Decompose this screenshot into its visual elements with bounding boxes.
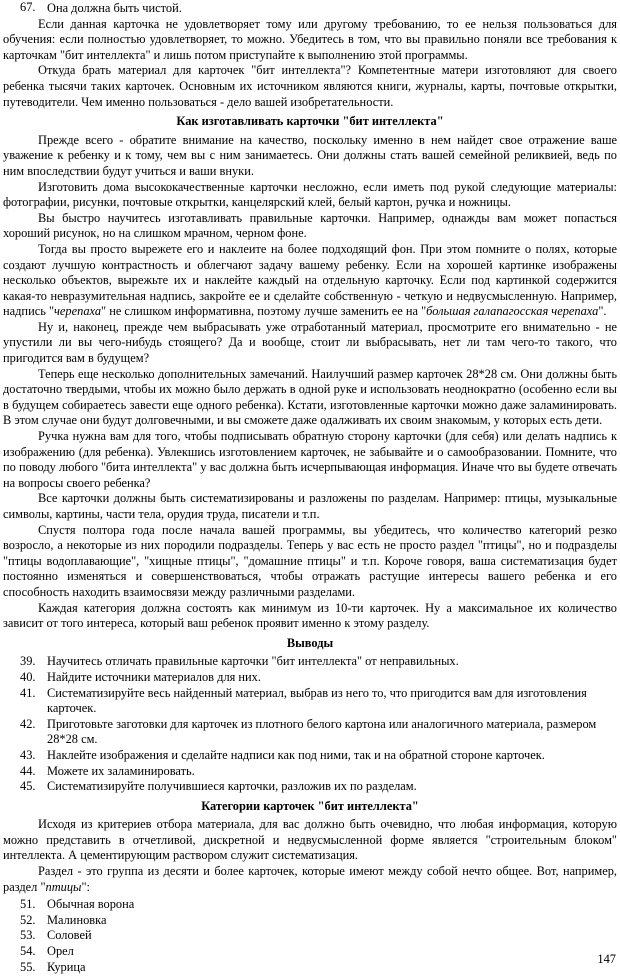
list-item <box>3 960 617 976</box>
list-item-text: Малиновка <box>47 912 107 927</box>
list-item <box>3 764 617 780</box>
paragraph: Откуда брать материал для карточек "бит интеллекта"? Компетентные матери изготовляют для своего ребенка тысячи таких карточек. Основным их источником являются книги, журналы, карты, почтовые открытки, путеводители. Чем именно пользоваться - дело вашей изобретательности. <box>3 63 617 109</box>
list-item <box>3 748 617 764</box>
list-item-text: Она должна быть чистой. <box>47 1 182 15</box>
paragraph-text: ". <box>598 304 607 319</box>
list-item-text: Приготовьте заготовки для карточек из плотного белого картона или аналогичного материала, размером 28*28 см. <box>47 716 597 747</box>
list-item-text: Найдите источники материалов для них. <box>47 669 261 684</box>
list-item-number: 39. <box>20 654 36 669</box>
paragraph-text: Раздел - это группа из десяти и более карточек, которые имеют между собой нечто общее. Вот, например, раздел " <box>3 864 617 894</box>
list-item-number: 54. <box>20 944 36 959</box>
section-heading: Как изготавливать карточки "бит интеллекта" <box>176 114 444 129</box>
list-item-number: 53. <box>20 928 36 943</box>
list-item <box>3 928 617 944</box>
list-item <box>3 0 617 17</box>
list-item-text: Соловей <box>47 928 92 943</box>
birds-list <box>3 897 617 975</box>
paragraph: Исходя из критериев отбора материала, для вас должно быть очевидно, что любая информация, которую можно представить в отчетливой, дискретной и недвусмысленной форме является "строительным блоком" интеллекта. А цементирующим раствором служит систематизация. <box>3 817 617 863</box>
list-item-number: 44. <box>20 763 36 778</box>
list-item-number: 67. <box>20 0 36 14</box>
section-heading: Выводы <box>286 635 334 650</box>
paragraph: Если данная карточка не удовлетворяет тому или другому требованию, то ее нельзя пользоваться для обучения: если полностью удовлетворяет, то можно. Убедитесь в том, что вы правильно поняли все требования к карточкам "бит интеллекта" и лишь потом приступайте к выполнению этой программы. <box>3 16 617 62</box>
paragraph: Прежде всего - обратите внимание на качество, поскольку именно в нем найдет свое отражение ваше уважение к ребенку и к тому, чем вы с ним занимаетесь. Они должны стать вашей семейной реликвией, ведь по ним впоследствии будут учиться и ваши внуки. <box>3 132 617 178</box>
list-item-text: Орел <box>47 944 74 959</box>
paragraph <box>3 242 617 320</box>
paragraph: Теперь еще несколько дополнительных замечаний. Наилучший размер карточек 28*28 см. Они должны быть достаточно твердыми, чтобы их можно было держать в одной руке и использовать неоднократно (особенно если вы в будущем собираетесь завести еще одного ребенка). Кстати, изготовленные карточки можно даже заламинировать. В этом случае они будут долговечными, и вы сможете даже одалживать их своим знакомым, у которых есть дети. <box>3 366 617 428</box>
list-item-number: 41. <box>20 685 36 700</box>
list-item <box>3 944 617 960</box>
list-item <box>3 779 617 795</box>
list-item-number: 42. <box>20 716 36 731</box>
paragraph-text: " не слишком информативна, поэтому лучше заменить ее на " <box>101 304 427 319</box>
paragraph: Каждая категория должна состоять как минимум из 10-ти карточек. Ну а максимальное их количество зависит от того интереса, который ваш ребенок проявит именно к этому разделу. <box>3 600 617 631</box>
section-heading: Категории карточек "бит интеллекта" <box>201 798 419 813</box>
list-item-text: Можете их заламинировать. <box>47 763 195 778</box>
list-item <box>3 686 617 717</box>
list-item-number: 55. <box>20 959 36 974</box>
list-item-text: Курица <box>47 959 86 974</box>
paragraph: Изготовить дома высококачественные карточки несложно, если иметь под рукой следующие материалы: фотографии, рисунки, почтовые открытки, канцелярский клей, белый картон, ручка и ножницы. <box>3 179 617 210</box>
list-item-text: Научитесь отличать правильные карточки "бит интеллекта" от неправильных. <box>47 654 459 669</box>
conclusions-list <box>3 654 617 794</box>
paragraph: Все карточки должны быть систематизированы и разложены по разделам. Например: птицы, музыкальные символы, картины, части тела, орудия труда, писатели и т.п. <box>3 491 617 521</box>
list-item-text: Систематизируйте весь найденный материал, выбрав из него то, что пригодится вам для изготовления карточек. <box>47 685 587 716</box>
list-item-number: 52. <box>20 912 36 927</box>
page-number: 147 <box>597 952 616 966</box>
list-item <box>3 670 617 686</box>
list-item-text: Систематизируйте получившиеся карточки, разложив их по разделам. <box>47 779 417 794</box>
list-item-number: 51. <box>20 897 36 912</box>
paragraph <box>3 864 617 895</box>
italic-text: большая галапагосская черепаха <box>426 304 599 319</box>
italic-text: черепаха <box>54 304 102 319</box>
paragraph-text: ": <box>81 879 90 894</box>
list-item-text: Обычная ворона <box>47 897 135 912</box>
paragraph: Ну и, наконец, прежде чем выбрасывать уже отработанный материал, просмотрите его внимательно - не упустили ли вы чего-нибудь стоящего? Да и вообще, стоит ли выбрасывать, нет ли там чего-то такого, что пригодится вам в будущем? <box>3 319 617 366</box>
list-item-number: 40. <box>20 669 36 684</box>
paragraph: Спустя полтора года после начала вашей программы, вы убедитесь, что количество категорий резко возросло, а некоторые из них породили подразделы. Теперь у вас есть не просто раздел "птицы", но и подразделы "птицы водоплавающие", "хищные птицы", "домашние птицы" и т.п. Короче говоря, ваша систематизация будет постоянно изменяться и совершенствоваться, чтобы отражать растущие интересы вашего ребенка и его способность находить взаимосвязи между различными разделами. <box>3 522 617 599</box>
list-item <box>3 913 617 929</box>
italic-text: птицы <box>45 879 82 894</box>
list-item <box>3 654 617 670</box>
list-item-number: 45. <box>20 779 36 794</box>
paragraph: Ручка нужна вам для того, чтобы подписывать обратную сторону карточки (для себя) или делать надпись к изображению (для ребенка). Увлекшись изготовлением карточек, не забывайте и о самообразовании. Помните, что по поводу любого "бита интеллекта" у вас должна быть исчерпывающая информация. Иначе что вы будете отвечать на вопросы своего ребенка? <box>3 429 617 490</box>
list-item <box>3 897 617 913</box>
list-item <box>3 717 617 748</box>
paragraph-text: Тогда вы просто вырежете его и наклеите на более подходящий фон. При этом помните о полях, которые создают лучшую контрастность и облегчают задачу вашему ребенку. Если на хорошей картинке изображены несколько объектов, вырежьте их и наклейте каждый на отдельную карточку. Если под картинкой содержится какая-то невразумительная надпись, закройте ее и сделайте собственную - четкую и недвусмысленную. Например, надпись " <box>3 241 617 319</box>
document-page <box>3 0 617 977</box>
list-item-text: Наклейте изображения и сделайте надписи как под ними, так и на обратной стороне карточек. <box>47 747 545 762</box>
paragraph: Вы быстро научитесь изготавливать правильные карточки. Например, однажды вам может попасться хороший рисунок, но на слишком мрачном, черном фоне. <box>3 210 617 241</box>
list-item-number: 43. <box>20 747 36 762</box>
